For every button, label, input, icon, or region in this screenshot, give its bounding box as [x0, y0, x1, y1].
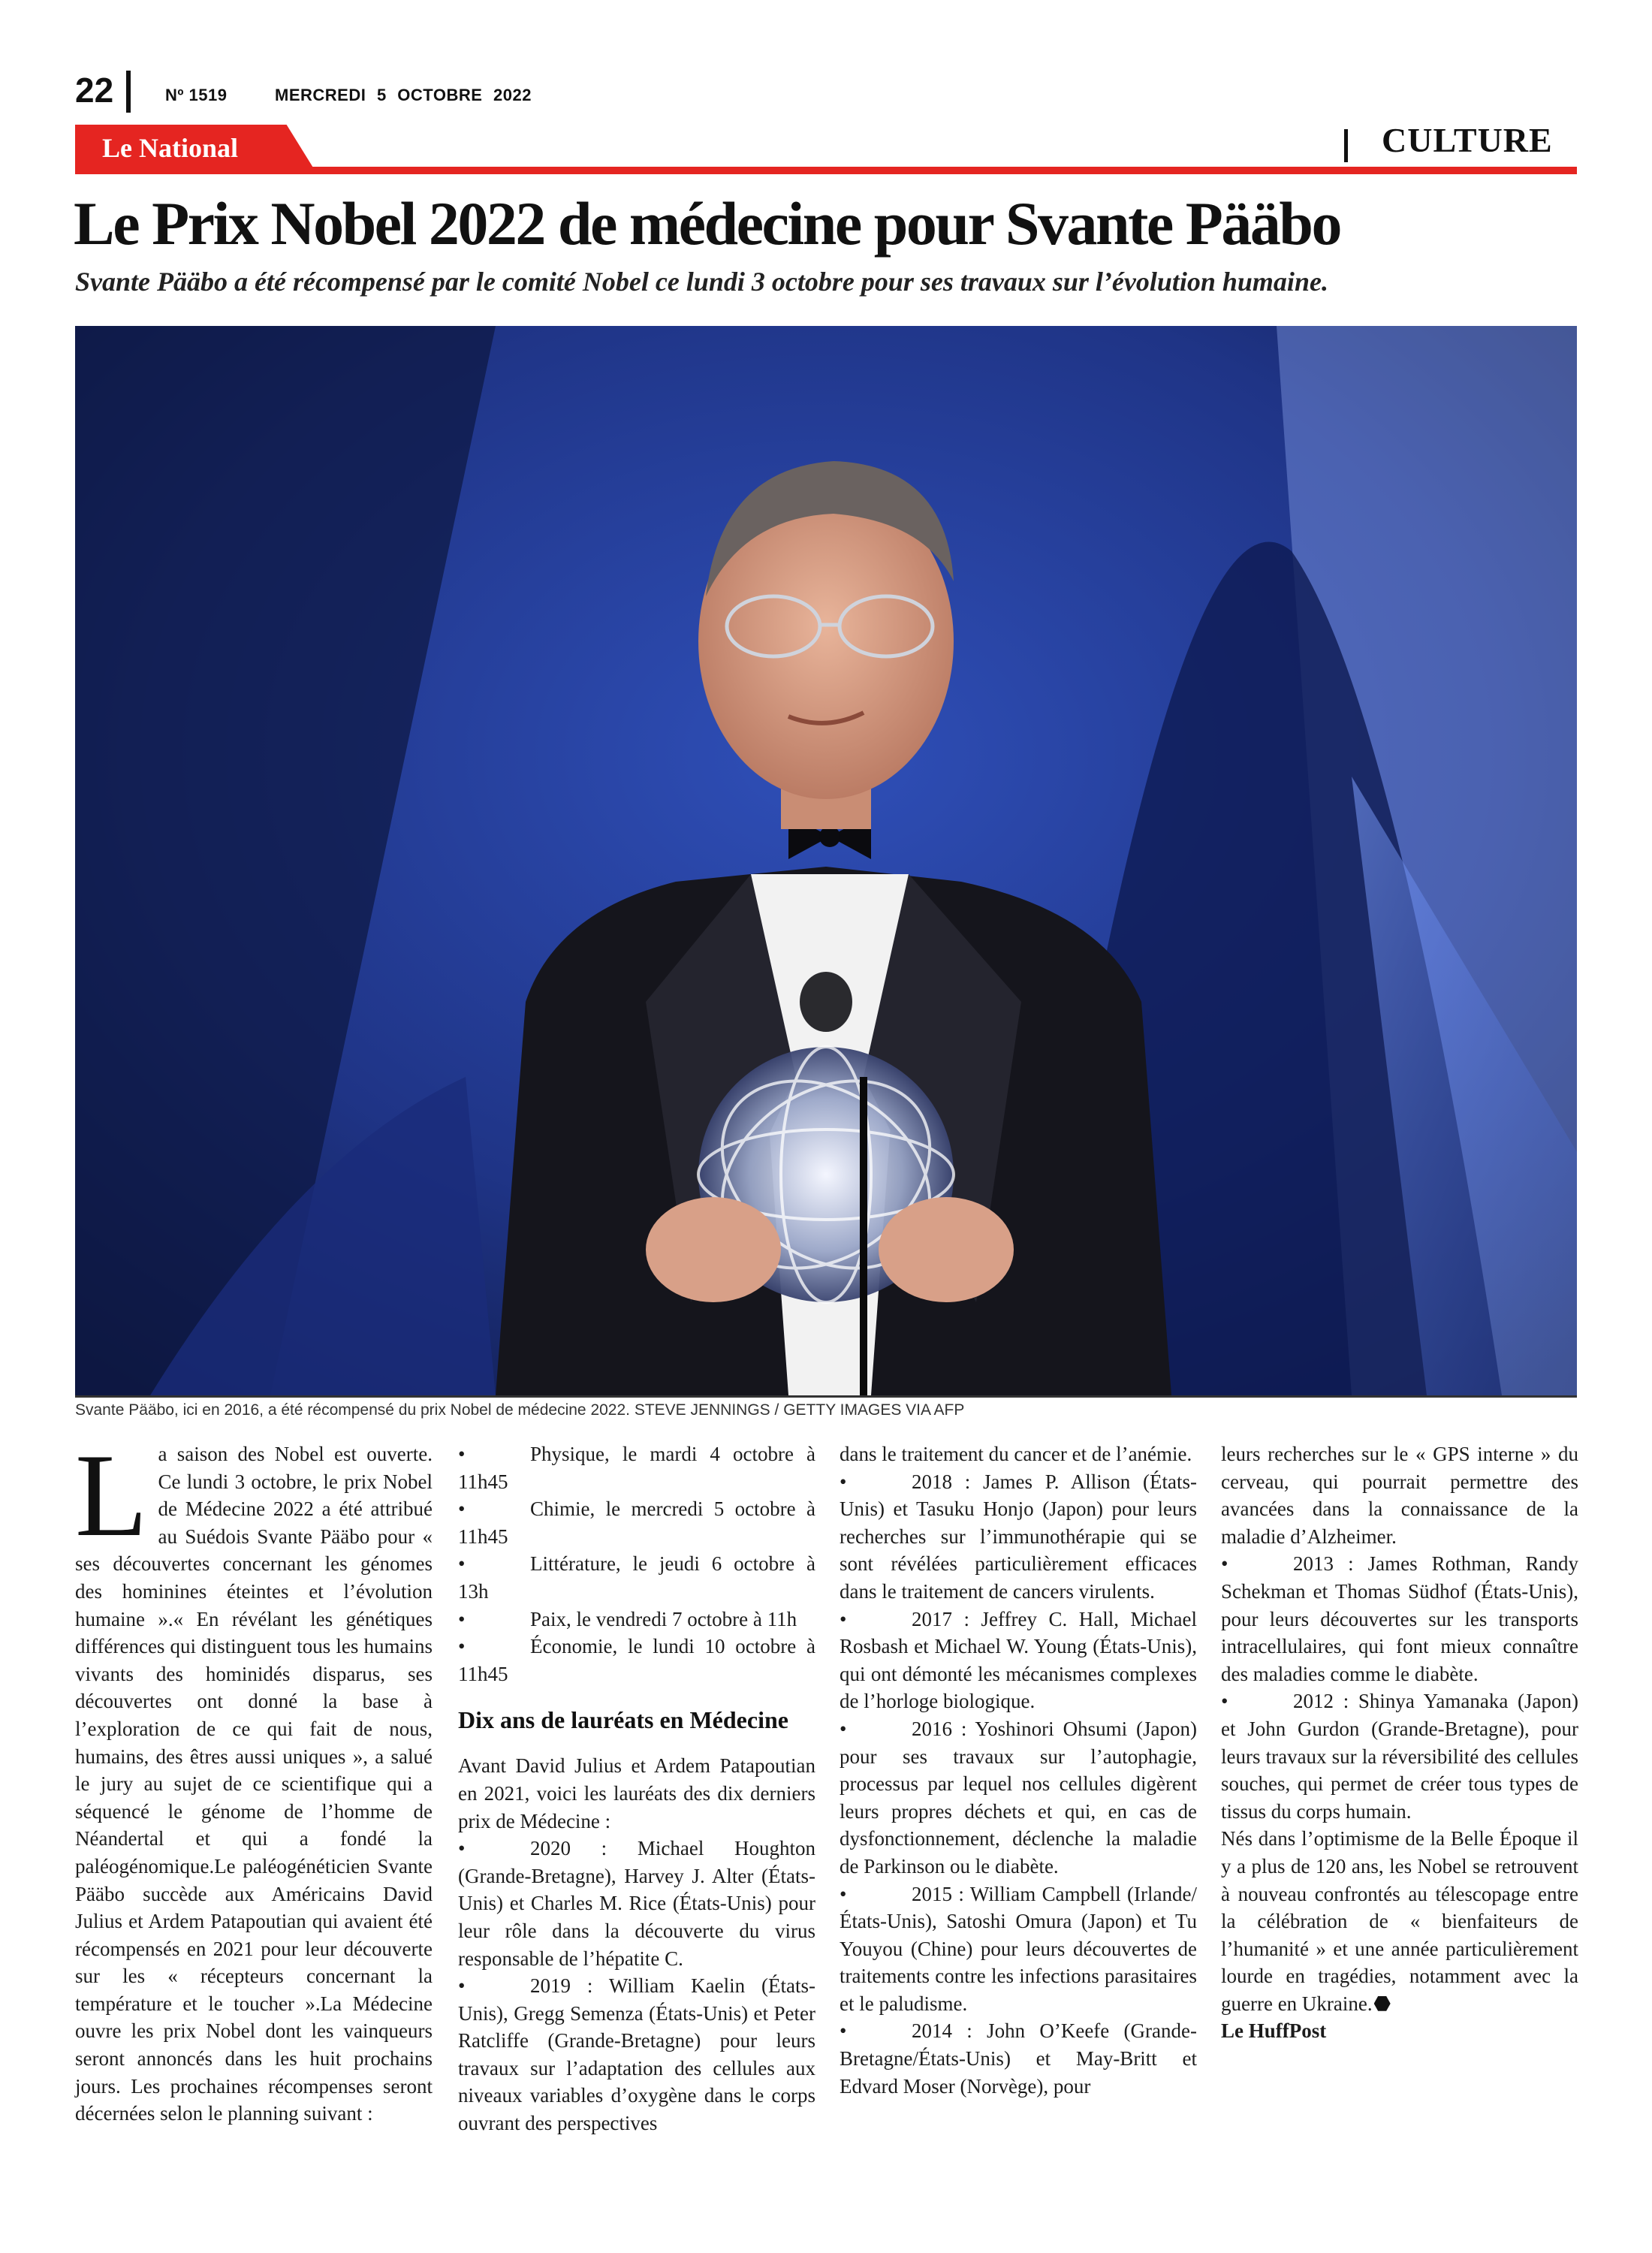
- page-number-divider: [126, 71, 131, 113]
- closing-paragraph: Nés dans l’optimisme de la Belle Époque il y a plus de 120 ans, les Nobel se retrouvent à nouveau confrontés au télescopage entre la célébration de « bienfaiteurs de l’humanité » et une année particulièrement lourde en tragédies, notamment avec la guerre en Ukraine.: [1221, 1827, 1578, 2015]
- article-column-1: [75, 1430, 433, 2128]
- section-divider: [1344, 129, 1348, 162]
- article-signature: Le HuffPost: [1221, 2019, 1327, 2043]
- laureate-item-continued: leurs recherches sur le « GPS interne » du cerveau, qui pourrait permettre des avancées dans la connaissance de la maladie d’Alzheimer.: [1221, 1443, 1578, 1548]
- schedule-item: • Physique, le mardi 4 octobre à 11h45: [458, 1443, 815, 1493]
- article-column-3: [840, 1440, 1197, 2100]
- laureate-item: • 2015 : William Campbell (Irlande/États-Unis), Satoshi Omura (Japon) et Tu Youyou (Chine) pour leurs découvertes de traitements contre les infections parasitaires et le paludisme.: [840, 1882, 1197, 2015]
- schedule-item: • Paix, le vendredi 7 octobre à 11h: [458, 1607, 797, 1630]
- laureate-item: • 2017 : Jeffrey C. Hall, Michael Rosbash et Michael W. Young (États-Unis), qui ont démonté les mécanismes complexes de l’horloge biologique.: [840, 1607, 1197, 1713]
- intro-paragraph: a saison des Nobel est ouverte. Ce lundi 3 octobre, le prix Nobel de Médecine 2022 a été attribué au Suédois Svante Pääbo pour « ses découvertes concernant les génomes des hominines éteintes et l’évolution humaine ».« En révélant les génétiques différences qui distinguent tous les humains vivants des hominidés disparus, ses découvertes ont donné la base à l’exploration de ce qui fait de nous, humains, des êtres aussi uniques », a salué le jury au sujet de ce scientifique qui a séquencé le génome de l’homme de Néandertal et qui a fondé la paléogénomique.Le paléogénéticien Svante Pääbo succède aux Américains David Julius et Ardem Patapoutian qui avaient été récompensés en 2021 pour leur découverte sur les « récepteurs concernant la température et le toucher ».La Médecine ouvre les prix Nobel dont les vainqueurs seront annoncés dans les huit prochains jours. Les prochaines récompenses seront décernées selon le planning suivant :: [75, 1443, 433, 2125]
- schedule-item: • Chimie, le mercredi 5 octobre à 11h45: [458, 1497, 815, 1548]
- photo-rule: [75, 1395, 1577, 1398]
- subheading: Dix ans de lauréats en Médecine: [458, 1706, 788, 1734]
- end-mark-icon: [1374, 1995, 1391, 2012]
- headline: Le Prix Nobel 2022 de médecine pour Svante Pääbo: [74, 189, 1340, 258]
- laureate-item: • 2013 : James Rothman, Randy Schekman et Thomas Südhof (États-Unis), pour leurs découvertes sur les transports intracellulaires, qui font mieux connaître des maladies comme le diabète.: [1221, 1552, 1578, 1685]
- deck-subtitle: Svante Pääbo a été récompensé par le comité Nobel ce lundi 3 octobre pour ses travaux sur l’évolution humaine.: [75, 267, 1328, 297]
- laureates-intro: Avant David Julius et Ardem Patapoutian en 2021, voici les lauréats des dix derniers prix de Médecine :: [458, 1754, 815, 1832]
- issue-date: MERCREDI 5 OCTOBRE 2022: [275, 86, 532, 104]
- laureate-item: • 2012 : Shinya Yamanaka (Japon) et John Gurdon (Grande-Bretagne), pour leurs travaux sur la réversibilité des cellules souches, qui permet de créer tous types de tissus du corps humain.: [1221, 1690, 1578, 1823]
- page-number: 22: [75, 71, 114, 110]
- brand-name: Le National: [102, 133, 239, 163]
- article-column-2: [458, 1440, 815, 2137]
- section-label: CULTURE: [1382, 121, 1553, 159]
- laureate-item: • 2016 : Yoshinori Ohsumi (Japon) pour ses travaux sur l’autophagie, processus par lequel nos cellules digèrent leurs propres déchets et qui, en cas de dysfonctionnement, déclenche la maladie de Parkinson ou le diabète.: [840, 1717, 1197, 1878]
- photo-caption: Svante Pääbo, ici en 2016, a été récompensé du prix Nobel de médecine 2022. STEVE JENNINGS / GETTY IMAGES VIA AFP: [75, 1401, 965, 1419]
- header-rule: [75, 167, 1577, 174]
- laureate-item: • 2014 : John O’Keefe (Grande-Bretagne/États-Unis) et May-Britt et Edvard Moser (Norvège), pour: [840, 2019, 1197, 2098]
- article-photo: [75, 326, 1577, 1395]
- article-column-4: [1221, 1440, 1578, 2045]
- laureate-item: • 2018 : James P. Allison (États-Unis) et Tasuku Honjo (Japon) pour leurs recherches sur l’immunothérapie qui se sont révélées particulièrement efficaces dans le traitement de cancers virulents.: [840, 1470, 1197, 1603]
- laureate-item: • 2020 : Michael Houghton (Grande-Bretagne), Harvey J. Alter (États-Unis) et Charles M. Rice (États-Unis) pour leur rôle dans la découverte du virus responsable de l’hépatite C.: [458, 1837, 815, 1970]
- issue-number: Nº 1519: [165, 86, 228, 104]
- laureate-item-continued: dans le traitement du cancer et de l’anémie.: [840, 1443, 1192, 1465]
- portrait-photo-illustration: [75, 326, 1577, 1395]
- schedule-item: • Économie, le lundi 10 octobre à 11h45: [458, 1635, 815, 1685]
- drop-cap: L: [75, 1430, 148, 1561]
- schedule-item: • Littérature, le jeudi 6 octobre à 13h: [458, 1552, 815, 1603]
- laureate-item: • 2019 : William Kaelin (États-Unis), Gregg Semenza (États-Unis) et Peter Ratcliffe (Grande-Bretagne) pour leurs travaux sur l’adaptation des cellules aux niveaux variables d’oxygène dans le corps ouvrant des perspectives: [458, 1974, 815, 2135]
